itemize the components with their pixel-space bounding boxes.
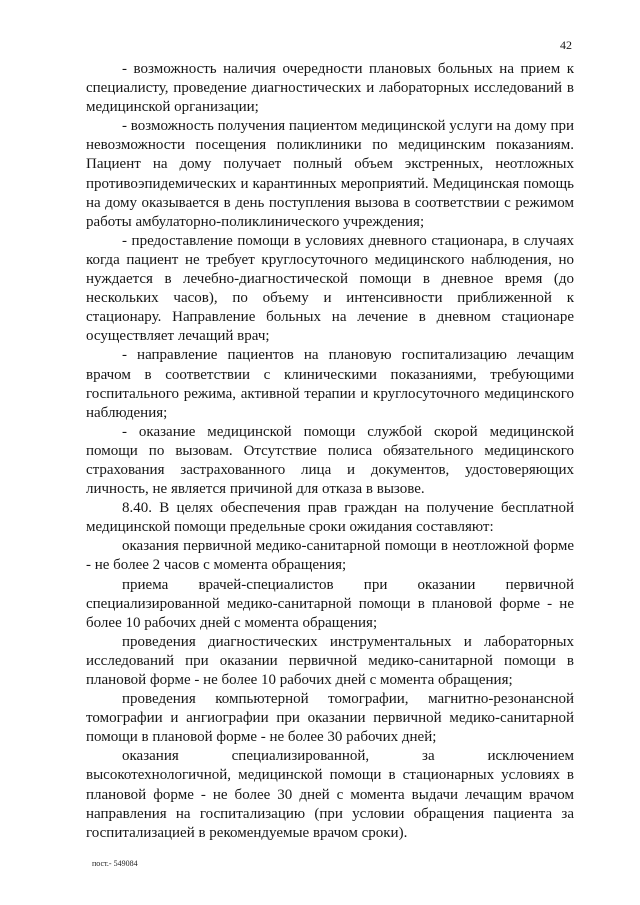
- paragraph-emergency-service: - оказание медицинской помощи службой скорой медицинской помощи по вызовам. Отсутствие полиса обязательного медицинского страхования застрахованного лица и документов, удостоверяющих личность, не является причиной для отказа в вызове.: [86, 423, 574, 498]
- document-body: [86, 60, 574, 843]
- document-footer-code: пост.- 549084: [92, 859, 138, 868]
- paragraph-urgent-care-term: оказания первичной медико-санитарной помощи в неотложной форме - не более 2 часов с момента обращения;: [86, 538, 574, 574]
- paragraph-section-8-40: 8.40. В целях обеспечения прав граждан на получение бесплатной медицинской помощи предельные сроки ожидания составляют:: [86, 500, 574, 536]
- paragraph-inpatient-term: оказания специализированной, за исключением высокотехнологичной, медицинской помощи в стационарных условиях в плановой форме - не более 30 дней с момента выдачи лечащим врачом направления на госпитализацию (при условии обращения пациента за госпитализацией в рекомендуемые врачом сроки).: [86, 748, 574, 841]
- paragraph-diagnostics-term: проведения диагностических инструментальных и лабораторных исследований при оказании первичной медико-санитарной помощи в плановой форме - не более 10 рабочих дней с момента обращения;: [86, 633, 574, 688]
- paragraph-day-hospital: - предоставление помощи в условиях дневного стационара, в случаях когда пациент не требует круглосуточного медицинского наблюдения, но нуждается в лечебно-диагностической помощи в дневное время (до нескольких часов), по объему и интенсивности приближенной к стационару. Направление больных на лечение в дневном стационаре осуществляет лечащий врач;: [86, 232, 574, 345]
- paragraph-specialist-term: приема врачей-специалистов при оказании первичной специализированной медико-санитарной помощи в плановой форме - не более 10 рабочих дней с момента обращения;: [86, 576, 574, 631]
- paragraph-home-care: - возможность получения пациентом медицинской услуги на дому при невозможности посещения поликлиники по медицинским показаниям. Пациент на дому получает полный объем экстренных, неотложных противоэпидемических и карантинных мероприятий. Медицинская помощь на дому оказывается в день поступления вызова в соответствии с режимом работы амбулаторно-поликлинического учреждения;: [86, 118, 574, 230]
- page-number: 42: [560, 38, 572, 52]
- paragraph-waiting-queue: - возможность наличия очередности плановых больных на прием к специалисту, проведение диагностических и лабораторных исследований в медицинской организации;: [86, 61, 574, 116]
- paragraph-planned-hospitalization: - направление пациентов на плановую госпитализацию лечащим врачом в соответствии с клиническими показаниями, требующими госпитального режима, активной терапии и круглосуточного медицинского наблюдения;: [86, 347, 574, 421]
- paragraph-tomography-term: проведения компьютерной томографии, магнитно-резонансной томографии и ангиографии при оказании первичной медико-санитарной помощи в плановой форме - не более 30 рабочих дней;: [86, 691, 574, 746]
